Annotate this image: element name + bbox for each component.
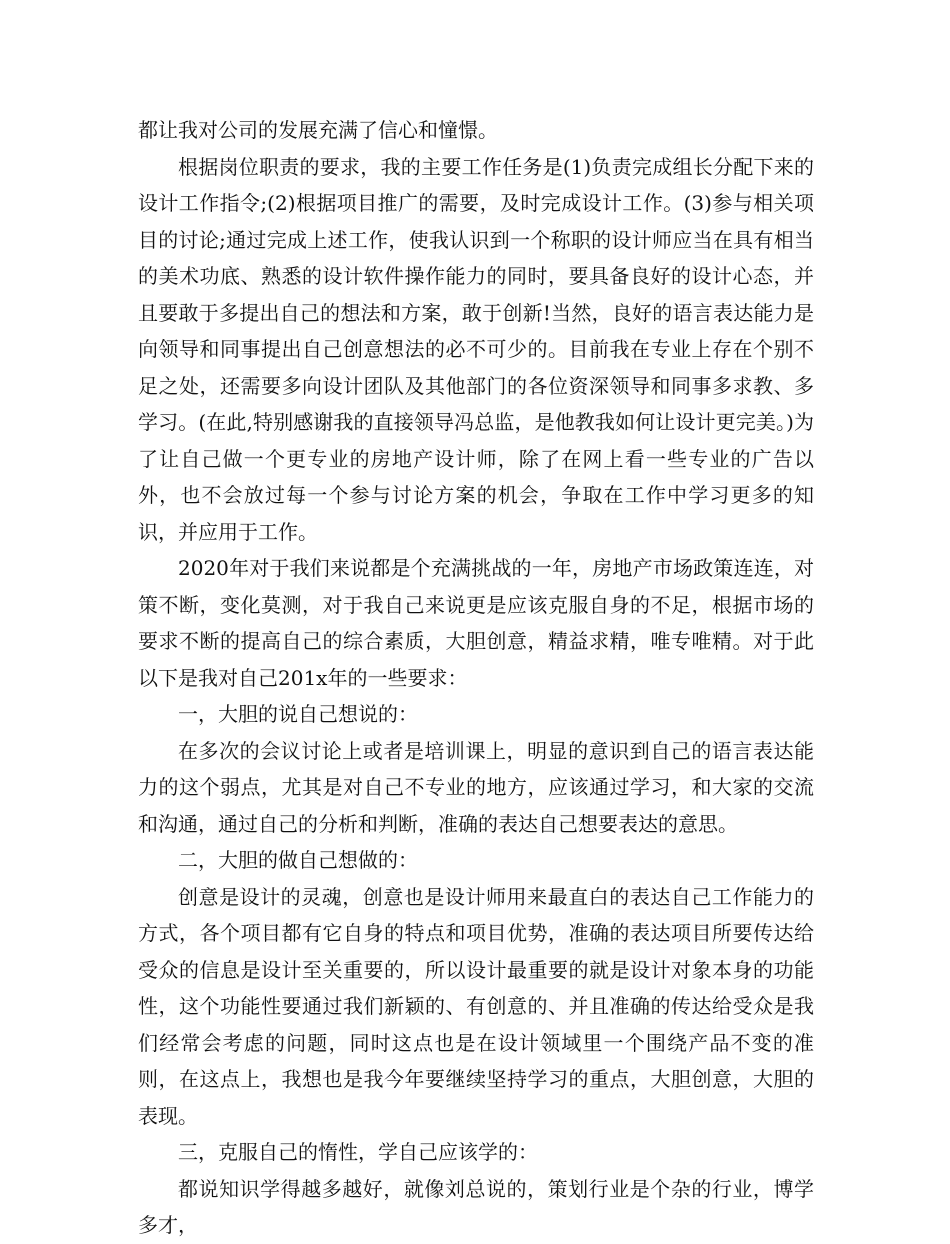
heading-act-boldly: 二，大胆的做自己想做的： — [178, 848, 418, 872]
document-body — [138, 112, 814, 1244]
heading-speak-boldly: 一，大胆的说自己想说的： — [178, 702, 418, 726]
paragraph-year-goals: 2020年对于我们来说都是个充满挑战的一年，房地产市场政策连连，对策不断，变化莫测，对于我自己来说更是应该克服自身的不足，根据市场的要求不断的提高自己的综合素质，大胆创意，精益求精，唯专唯精。对于此以下是我对自己201x年的一些要求： — [138, 556, 814, 690]
paragraph-overcome-inertia: 都说知识学得越多越好，就像刘总说的，策划行业是个杂的行业，博学多才， — [138, 1176, 814, 1237]
paragraph-speak-boldly: 在多次的会议讨论上或者是培训课上，明显的意识到自己的语言表达能力的这个弱点，尤其是对自己不专业的地方，应该通过学习，和大家的交流和沟通，通过自己的分析和判断，准确的表达自己想要表达的意思。 — [138, 738, 814, 836]
paragraph-intro-continuation: 都让我对公司的发展充满了信心和憧憬。 — [138, 118, 498, 142]
paragraph-act-boldly: 创意是设计的灵魂，创意也是设计师用来最直白的表达自己工作能力的方式，各个项目都有它自身的特点和项目优势，准确的表达项目所要传达给受众的信息是设计至关重要的，所以设计最重要的就是设计对象本身的功能性，这个功能性要通过我们新颖的、有创意的、并且准确的传达给受众是我们经常会考虑的问题，同时这点也是在设计领域里一个围绕产品不变的准则，在这点上，我想也是我今年要继续坚持学习的重点，大胆创意，大胆的表现。 — [138, 884, 814, 1128]
heading-overcome-inertia: 三，克服自己的惰性，学自己应该学的： — [178, 1140, 538, 1164]
paragraph-job-duties: 根据岗位职责的要求，我的主要工作任务是(1)负责完成组长分配下来的设计工作指令;(2)根据项目推广的需要，及时完成设计工作。(3)参与相关项目的讨论;通过完成上述工作，使我认识到一个称职的设计师应当在具有相当的美术功底、熟悉的设计软件操作能力的同时，要具备良好的设计心态，并且要敢于多提出自己的想法和方案，敢于创新!当然，良好的语言表达能力是向领导和同事提出自己创意想法的必不可少的。目前我在专业上存在个别不足之处，还需要多向设计团队及其他部门的各位资深领导和同事多求教、多学习。(在此,特别感谢我的直接领导冯总监，是他教我如何让设计更完美。)为了让自己做一个更专业的房地产设计师，除了在网上看一些专业的广告以外，也不会放过每一个参与讨论方案的机会，争取在工作中学习更多的知识，并应用于工作。 — [138, 154, 814, 544]
